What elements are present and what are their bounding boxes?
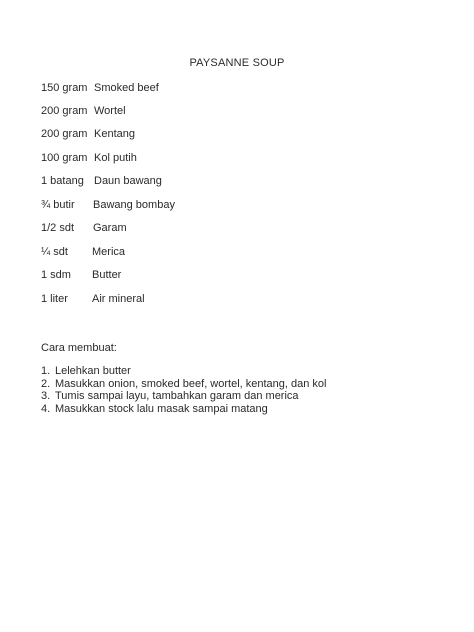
ingredient-name: Bawang bombay [93, 199, 175, 211]
ingredient-name: Wortel [94, 105, 126, 117]
ingredient-quantity: 100 gram [41, 152, 88, 164]
ingredient-quantity: 1 batang [41, 175, 84, 187]
ingredient-quantity: 1 sdm [41, 269, 71, 281]
ingredient-name: Air mineral [92, 293, 145, 305]
step-number: 2. [41, 377, 51, 390]
ingredient-quantity: ¾ butir [41, 199, 75, 211]
ingredient-name: Kentang [94, 128, 135, 140]
step-number: 3. [41, 390, 51, 402]
ingredient-name: Garam [93, 222, 127, 234]
ingredient-name: Merica [92, 246, 126, 258]
ingredient-name: Kol putih [94, 152, 137, 164]
step-text: Masukkan stock lalu masak sampai matang [55, 402, 268, 415]
ingredient-quantity: 1 liter [41, 293, 68, 305]
step-text: Tumis sampai layu, tambahkan garam dan merica [55, 390, 299, 402]
step-text: Masukkan onion, smoked beef, wortel, kentang, dan kol [55, 377, 327, 390]
ingredient-quantity: ¼ sdt [41, 246, 68, 258]
ingredient-name: Butter [92, 269, 122, 281]
ingredient-quantity: 1/2 sdt [41, 222, 75, 234]
step-number: 1. [41, 365, 51, 377]
ingredient-quantity: 150 gram [41, 82, 88, 94]
step-text: Lelehkan butter [55, 365, 131, 377]
recipe-title: PAYSANNE SOUP [189, 57, 285, 69]
ingredient-name: Smoked beef [94, 82, 159, 94]
ingredient-quantity: 200 gram [41, 128, 88, 140]
ingredient-name: Daun bawang [94, 175, 162, 187]
step-number: 4. [41, 402, 51, 415]
ingredient-quantity: 200 gram [41, 105, 88, 117]
method-heading: Cara membuat: [41, 342, 117, 354]
